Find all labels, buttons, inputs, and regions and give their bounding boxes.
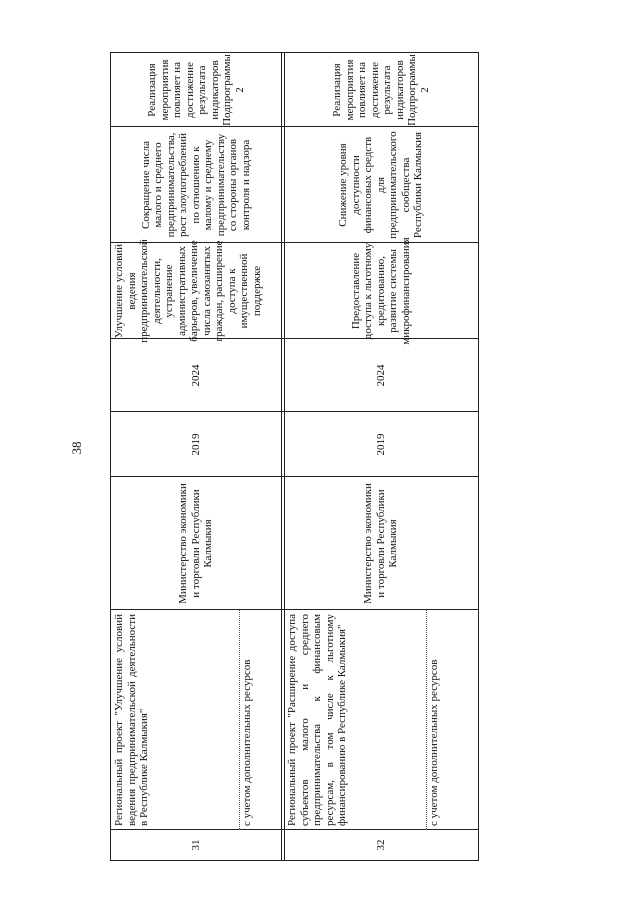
consequences: Снижение уровня доступности финансовых средств для предпринимательского сообщества Республики Калмыкия xyxy=(337,131,425,239)
row-number: 32 xyxy=(374,839,387,851)
project-subnote: с учетом дополнительных ресурсов xyxy=(241,659,253,826)
start-year: 2019 xyxy=(374,433,387,456)
page-number: 38 xyxy=(69,441,84,455)
expected-result: Предоставление доступа к льготному кредитованию, развитие системы микрофинансирования xyxy=(349,237,412,345)
end-year: 2024 xyxy=(189,364,202,387)
indicator-link: Реализация мероприятия повлияет на достижение результата индикаторов Подпрограммы 2 xyxy=(146,54,246,126)
project-name: Региональный проект "Расширение доступа субъектов малого и среднего предпринимательства к финансовым ресурсам, в том числе к льготному финансированию в Республике Калмыкия" xyxy=(286,614,348,826)
executor: Министерство экономики и торговли Республики Калмыкия xyxy=(177,483,215,604)
end-year: 2024 xyxy=(374,364,387,387)
project-name: Региональный проект "Улучшение условий ведения предпринимательской деятельности в Республике Калмыкия" xyxy=(113,614,150,826)
executor: Министерство экономики и торговли Республики Калмыкия xyxy=(362,483,400,604)
indicator-link: Реализация мероприятия повлияет на достижение результата индикаторов Подпрограммы 2 xyxy=(331,54,431,126)
project-subnote: с учетом дополнительных ресурсов xyxy=(428,659,440,826)
row-number: 31 xyxy=(189,839,202,851)
start-year: 2019 xyxy=(189,433,202,456)
consequences: Сокращение числа малого и среднего предпринимательства, рост злоупотреблений по отношению к малому и среднему предпринимательству со стороны органов контроля и надзора xyxy=(139,132,252,238)
expected-result: Улучшение условий ведения предпринимательской деятельности, устранение административных барьеров, увеличение числа самозанятых граждан, расширение доступа к имущественной поддержке xyxy=(113,239,263,343)
measures-table xyxy=(110,52,479,861)
